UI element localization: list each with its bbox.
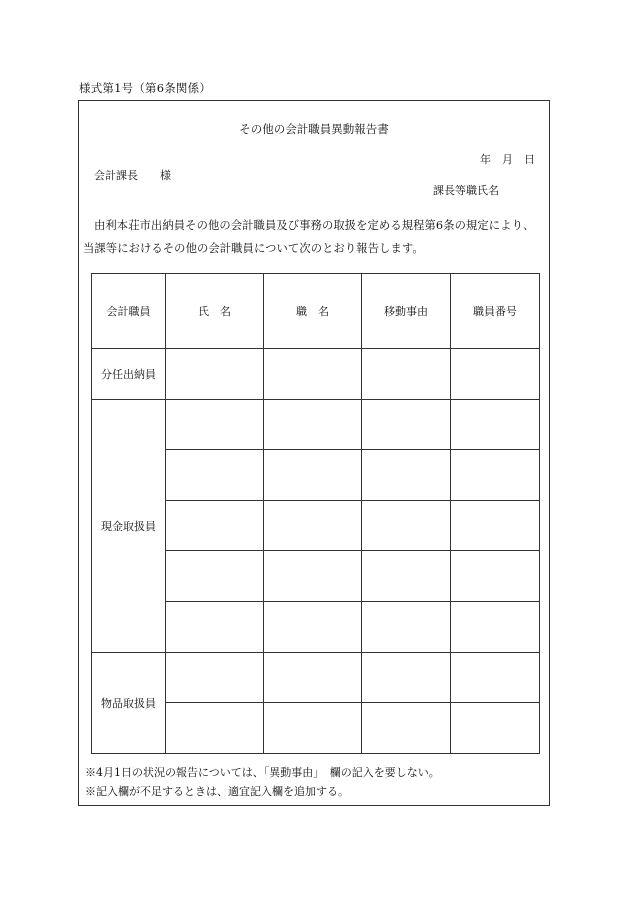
header-change-reason: 移動事由 bbox=[362, 274, 451, 349]
change-reason-cell[interactable] bbox=[362, 450, 451, 501]
signer-label: 課長等職氏名 bbox=[433, 184, 499, 197]
staff-number-cell[interactable] bbox=[451, 652, 540, 703]
table-header-row bbox=[92, 274, 540, 349]
job-title-cell[interactable] bbox=[264, 703, 362, 754]
change-reason-cell[interactable] bbox=[362, 500, 451, 551]
change-reason-cell[interactable] bbox=[362, 399, 451, 450]
change-reason-cell[interactable] bbox=[362, 551, 451, 602]
change-reason-cell[interactable] bbox=[362, 601, 451, 652]
staff-number-cell[interactable] bbox=[451, 551, 540, 602]
job-title-cell[interactable] bbox=[264, 500, 362, 551]
job-title-cell[interactable] bbox=[264, 450, 362, 501]
group-label-cash-handler: 現金取扱員 bbox=[92, 399, 166, 652]
note-line: ※記入欄が不足するときは、適宜記入欄を追加する。 bbox=[85, 785, 349, 798]
name-cell[interactable] bbox=[166, 652, 264, 703]
staff-number-cell[interactable] bbox=[451, 601, 540, 652]
group-label-sub-cashier: 分任出納員 bbox=[92, 349, 166, 400]
report-form-frame bbox=[78, 100, 550, 806]
form-title: その他の会計職員異動報告書 bbox=[239, 122, 389, 136]
header-staff-number: 職員番号 bbox=[451, 274, 540, 349]
job-title-cell[interactable] bbox=[264, 349, 362, 400]
table-row bbox=[92, 652, 540, 703]
group-label-goods-handler: 物品取扱員 bbox=[92, 652, 166, 753]
header-job-title: 職 名 bbox=[264, 274, 362, 349]
change-reason-cell[interactable] bbox=[362, 703, 451, 754]
job-title-cell[interactable] bbox=[264, 601, 362, 652]
header-name: 氏 名 bbox=[166, 274, 264, 349]
change-reason-cell[interactable] bbox=[362, 349, 451, 400]
body-paragraph: 由利本荘市出納員その他の会計職員及び事務の取扱を定める規程第6条の規定により、当課等におけるその他の会計職員について次のとおり報告します。 bbox=[83, 219, 535, 255]
staff-number-cell[interactable] bbox=[451, 349, 540, 400]
name-cell[interactable] bbox=[166, 551, 264, 602]
table-row bbox=[92, 399, 540, 450]
staff-number-cell[interactable] bbox=[451, 450, 540, 501]
note-line: ※4月1日の状況の報告については、「異動事由」 欄の記入を要しない。 bbox=[85, 766, 440, 779]
name-cell[interactable] bbox=[166, 500, 264, 551]
job-title-cell[interactable] bbox=[264, 551, 362, 602]
job-title-cell[interactable] bbox=[264, 399, 362, 450]
name-cell[interactable] bbox=[166, 349, 264, 400]
change-reason-cell[interactable] bbox=[362, 652, 451, 703]
form-number: 様式第1号（第6条関係） bbox=[79, 81, 212, 95]
name-cell[interactable] bbox=[166, 601, 264, 652]
staff-change-table bbox=[91, 273, 540, 754]
staff-number-cell[interactable] bbox=[451, 399, 540, 450]
name-cell[interactable] bbox=[166, 399, 264, 450]
staff-number-cell[interactable] bbox=[451, 703, 540, 754]
notes-block bbox=[85, 763, 440, 801]
job-title-cell[interactable] bbox=[264, 652, 362, 703]
date-line: 年 月 日 bbox=[480, 153, 535, 166]
name-cell[interactable] bbox=[166, 450, 264, 501]
addressee: 会計課長 様 bbox=[94, 169, 171, 182]
table-row bbox=[92, 349, 540, 400]
staff-number-cell[interactable] bbox=[451, 500, 540, 551]
name-cell[interactable] bbox=[166, 703, 264, 754]
header-accounting-staff: 会計職員 bbox=[92, 274, 166, 349]
